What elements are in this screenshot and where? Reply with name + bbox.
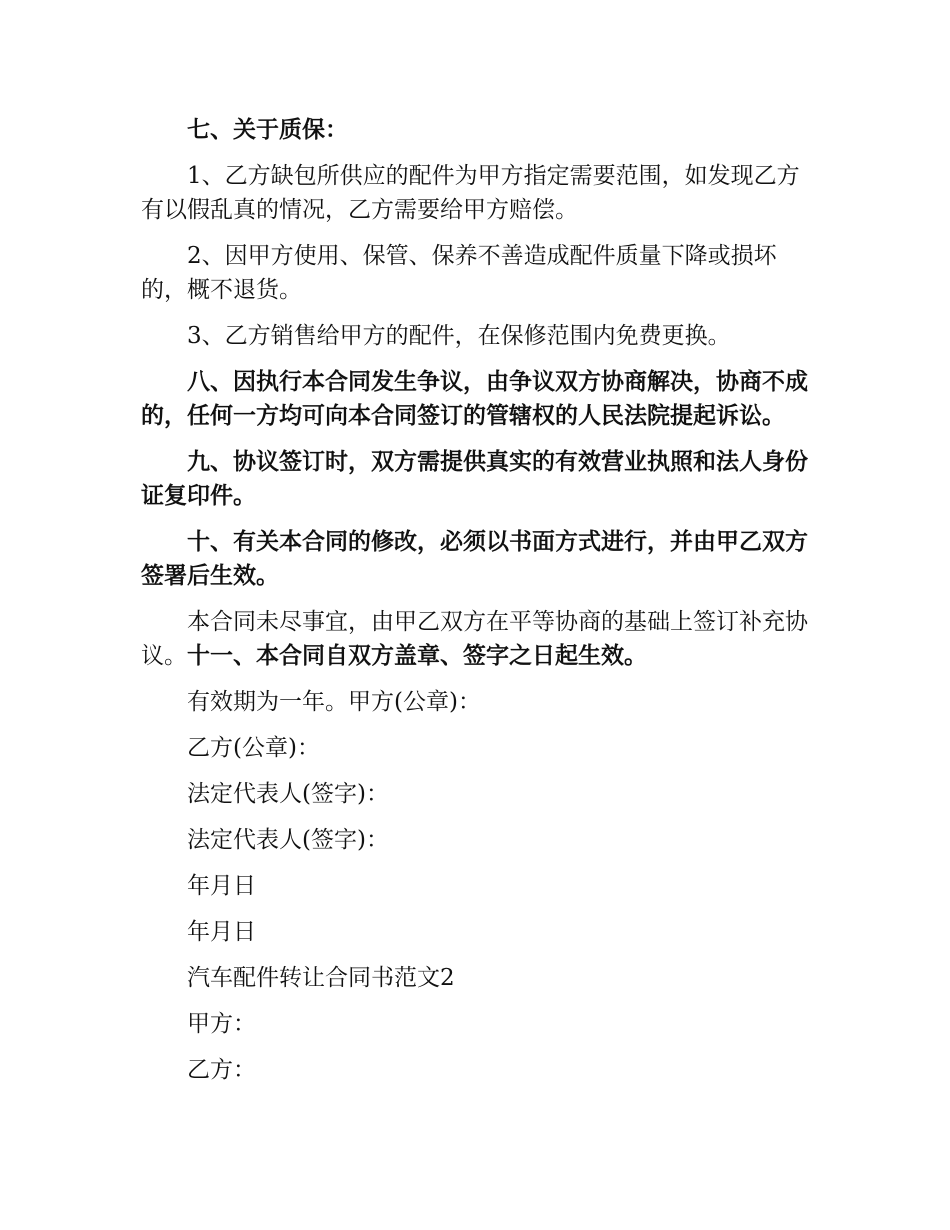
section-7-item-2: 2、因甲方使用、保管、保养不善造成配件质量下降或损坏的，概不退货。 [141, 243, 777, 303]
supplement-text: 本合同未尽事宜，由甲乙双方在平等协商的基础上签订补充协议。 [141, 609, 808, 669]
supplement-paragraph [141, 605, 813, 673]
date-line-2: 年月日 [187, 919, 256, 945]
party-b-line: 乙方： [187, 1057, 256, 1083]
document-body [141, 113, 813, 1099]
section-10: 十、有关本合同的修改，必须以书面方式进行，并由甲乙双方签署后生效。 [141, 528, 808, 589]
legal-rep-line-1: 法定代表人(签字)： [187, 781, 389, 807]
template-2-title: 汽车配件转让合同书范文2 [187, 965, 455, 991]
section-7-item-1: 1、乙方缺包所供应的配件为甲方指定需要范围，如发现乙方有以假乱真的情况，乙方需要给甲方赔偿。 [141, 163, 800, 223]
section-11: 十一、本合同自双方盖章、签字之日起生效。 [187, 642, 647, 669]
section-9: 九、协议签订时，双方需提供真实的有效营业执照和法人身份证复印件。 [141, 448, 808, 509]
section-7-item-3: 3、乙方销售给甲方的配件，在保修范围内免费更换。 [187, 323, 731, 349]
validity-line: 有效期为一年。甲方(公章)： [187, 689, 481, 715]
legal-rep-line-2: 法定代表人(签字)： [187, 827, 389, 853]
party-a-line: 甲方： [187, 1011, 256, 1037]
party-b-seal-line: 乙方(公章)： [187, 735, 320, 761]
section-7-heading: 七、关于质保： [187, 116, 348, 143]
section-8: 八、因执行本合同发生争议，由争议双方协商解决，协商不成的，任何一方均可向本合同签订的管辖权的人民法院提起诉讼。 [141, 368, 808, 429]
date-line-1: 年月日 [187, 873, 256, 899]
